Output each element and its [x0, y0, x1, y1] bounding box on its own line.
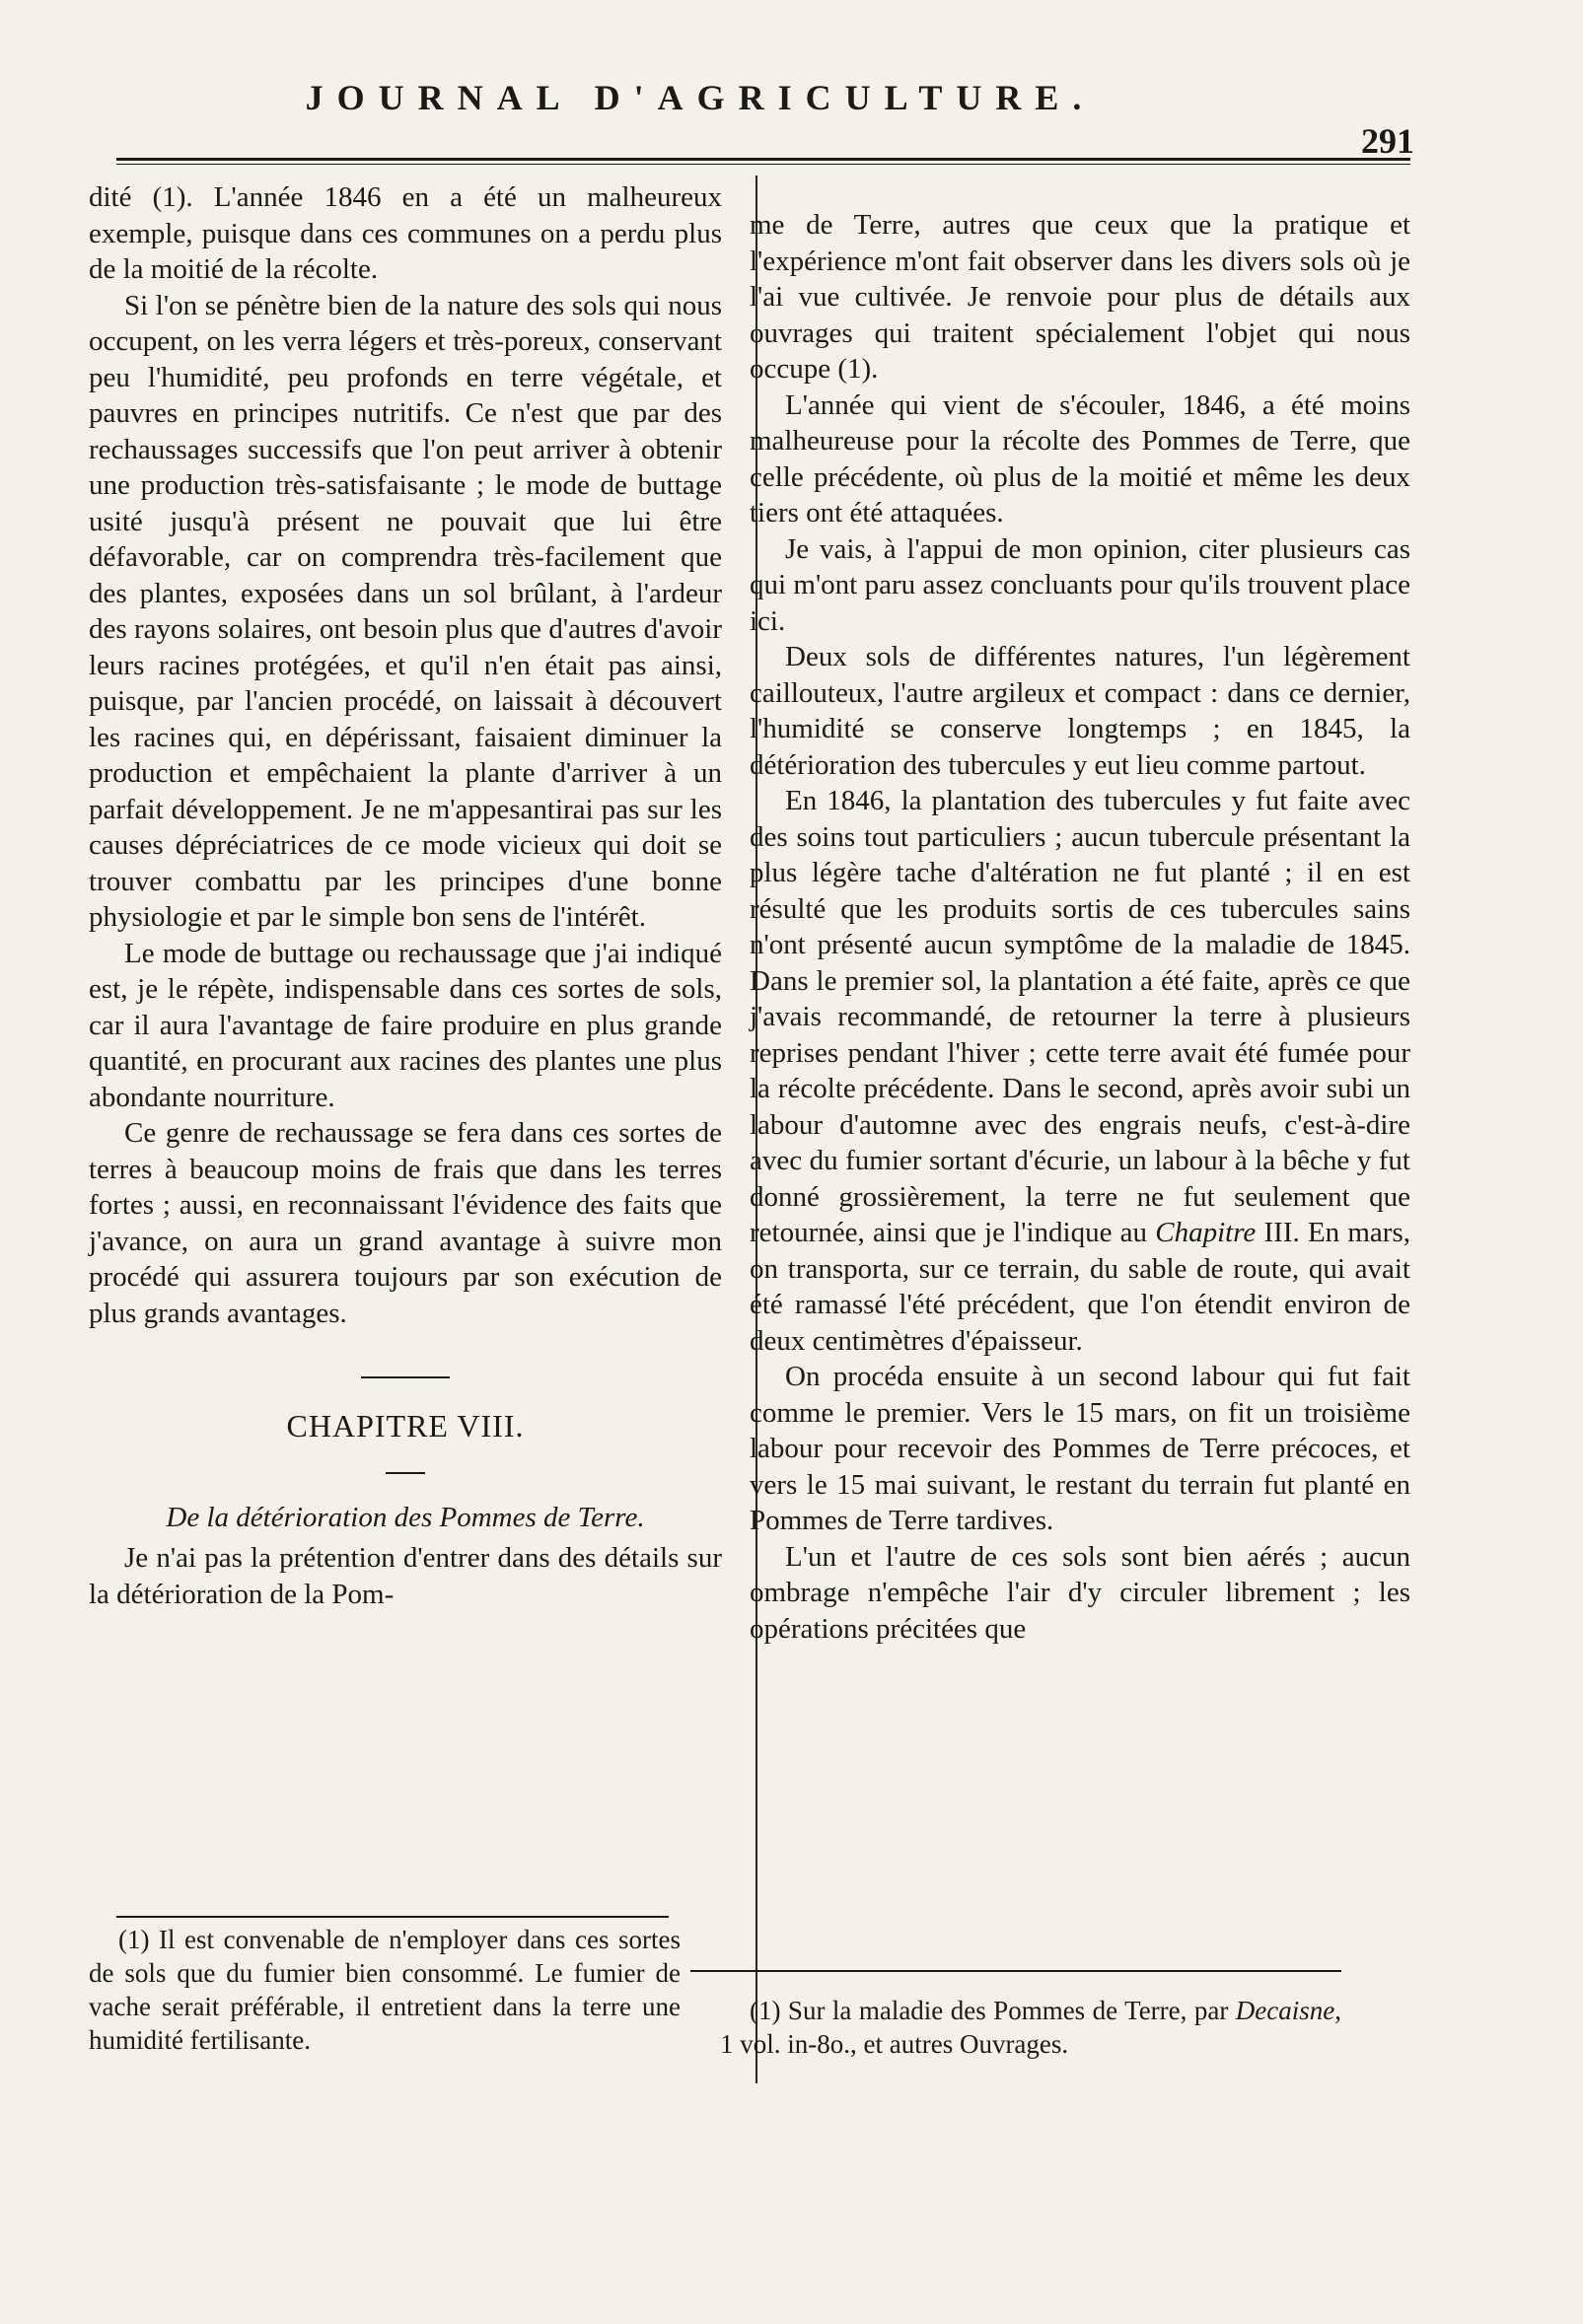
- chapter-heading-block: [89, 1376, 722, 1474]
- footnote: (1) Il est convenable de n'employer dans ces sortes de sols que du fumier bien consommé. Le fumier de vache serait préférable, il entretient dans la terre une humidité fertilisante.: [89, 1925, 681, 2055]
- running-head: JOURNAL D'AGRICULTURE.: [305, 78, 1096, 117]
- footnote-text: , 1 vol. in-8o., et autres Ouvrages.: [720, 1996, 1341, 2059]
- paragraph: me de Terre, autres que ceux que la pratique et l'expérience m'ont fait observer dans les divers sols où je l'ai vue cultivée. Je renvoie pour plus de détails aux ouvrages qui traitent spécialement l'objet qui nous occupe (1).: [750, 209, 1410, 385]
- footnote-rule: [690, 1970, 1341, 1972]
- right-column: [750, 207, 1410, 1647]
- chapter-title: CHAPITRE VIII.: [286, 1408, 525, 1444]
- paragraph: Ce genre de rechaussage se fera dans ces sortes de terres à beaucoup moins de frais que dans les terres fortes ; aussi, en reconnaissant l'évidence des faits que j'avance, on aura un grand avantage à suivre mon procédé qui assurera toujours par son exécution de plus grands avantages.: [89, 1117, 722, 1329]
- paragraph: L'un et l'autre de ces sols sont bien aérés ; aucun ombrage n'empêche l'air d'y circuler librement ; les opérations précitées que: [750, 1540, 1410, 1645]
- paragraph: Je vais, à l'appui de mon opinion, citer plusieurs cas qui m'ont paru assez concluants pour qu'ils trouvent place ici.: [750, 532, 1410, 637]
- chapter-rule: [386, 1472, 425, 1474]
- paragraph-text: En 1846, la plantation des tubercules y fut faite avec des soins tout particuliers ; aucun tubercule présentant la plus légère tache d'altération ne fut planté ; il en est résulté que les produits sortis de ces tubercules sains n'ont présenté aucun symptôme de la maladie de 1845. Dans le premier sol, la plantation a été faite, après ce que j'avais recommandé, de retourner la terre à plusieurs reprises pendant l'hiver ; cette terre avait été fumée pour la récolte précédente. Dans le second, après avoir subi un labour d'automne avec des engrais neufs, c'est-à-dire avec du fumier sortant d'écurie, un labour à la bêche y fut donné grossièrement, la terre ne fut seulement que retournée, ainsi que je l'indique au: [750, 785, 1410, 1248]
- paragraph: On procéda ensuite à un second labour qui fut fait comme le premier. Vers le 15 mars, on fit un troisième labour pour recevoir des Pommes de Terre précoces, et vers le 15 mai suivant, le restant du terrain fut planté en Pommes de Terre tardives.: [750, 1361, 1410, 1536]
- paragraph: Le mode de buttage ou rechaussage que j'ai indiqué est, je le répète, indispensable dans ces sortes de sols, car il aura l'avantage de faire produire en plus grande quantité, en procurant aux racines des plantes une plus abondante nourriture.: [89, 937, 722, 1113]
- footnote-rule: [116, 1916, 669, 1918]
- paragraph: dité (1). L'année 1846 en a été un malheureux exemple, puisque dans ces communes on a perdu plus de la moitié de la récolte.: [89, 181, 722, 285]
- header-rule: [116, 158, 1410, 165]
- footnote-text: (1) Sur la maladie des Pommes de Terre, par: [750, 1996, 1236, 2025]
- page-number: 291: [1361, 121, 1414, 161]
- footnote-author: Decaisne: [1235, 1996, 1335, 2025]
- paragraph-text: III. En mars, on transporta, sur ce terrain, du sable de route, qui avait été ramassé l'été précédent, que l'on étendit environ de deux centimètres d'épaisseur.: [750, 1217, 1411, 1357]
- paragraph: [750, 783, 1410, 1359]
- left-column: [89, 179, 722, 1612]
- paragraph: Si l'on se pénètre bien de la nature des sols qui nous occupent, on les verra légers et très-poreux, conservant peu l'humidité, peu profonds en terre végétale, et pauvres en principes nutritifs. Ce n'est que par des rechaussages successifs que l'on peut arriver à obtenir une production très-satisfaisante ; le mode de buttage usité jusqu'à présent ne pouvait que lui être défavorable, car on comprendra très-facilement que des plantes, exposées dans un sol brûlant, à l'ardeur des rayons solaires, ont besoin plus que d'autres d'avoir leurs racines protégées, et qu'il n'en était pas ainsi, puisque, par l'ancien procédé, on laissait à découvert les racines qui, en dépérissant, faisaient diminuer la production et empêchaient la plante d'arriver à un parfait développement. Je ne m'appesantirai pas sur les causes dépréciatrices de ce mode vicieux qui doit se trouver combattu par les principes d'une bonne physiologie et par le simple bon sens de l'intérêt.: [89, 289, 722, 933]
- chapter-rule: [361, 1376, 450, 1378]
- section-subtitle: De la détérioration des Pommes de Terre.: [166, 1502, 645, 1533]
- footnote: [720, 1994, 1341, 2061]
- chapter-reference: Chapitre: [1155, 1217, 1257, 1248]
- paragraph: L'année qui vient de s'écouler, 1846, a été moins malheureuse pour la récolte des Pommes de Terre, que celle précédente, où plus de la moitié et même les deux tiers ont été attaquées.: [750, 388, 1410, 528]
- paragraph: Je n'ai pas la prétention d'entrer dans des détails sur la détérioration de la Pom-: [89, 1542, 722, 1610]
- paragraph: Deux sols de différentes natures, l'un légèrement caillouteux, l'autre argileux et compact : dans ce dernier, l'humidité se conserve longtemps ; en 1845, la détérioration des tubercules y eut lieu comme partout.: [750, 641, 1410, 781]
